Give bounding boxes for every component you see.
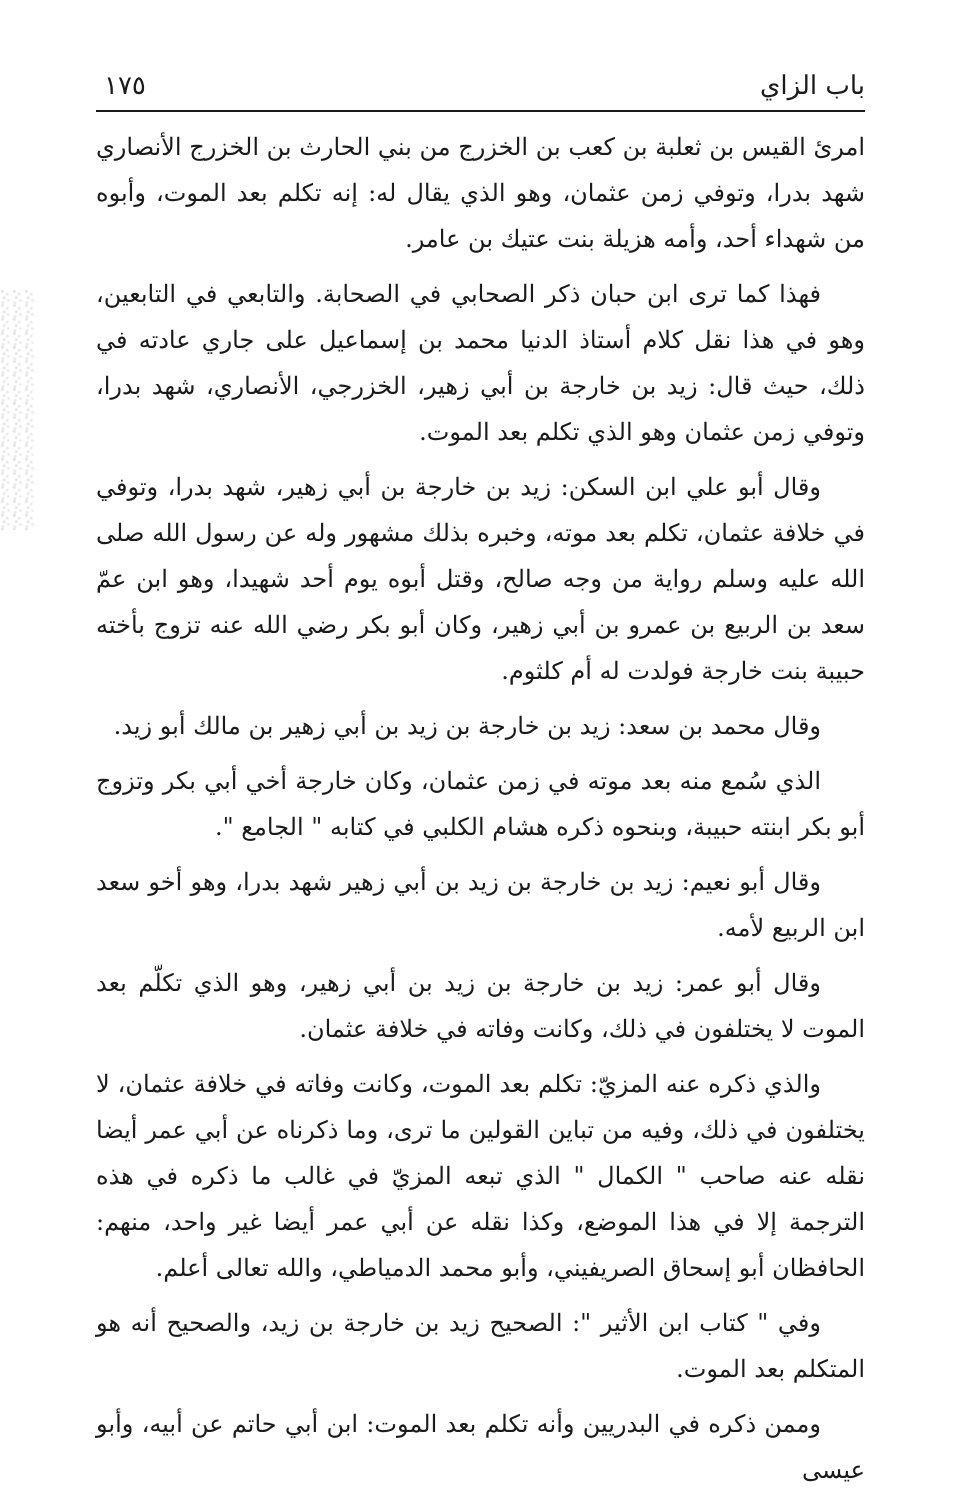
paragraph-1: امرئ القيس بن ثعلبة بن كعب بن الخزرج من بني الحارث بن الخزرج الأنصاري شهد بدرا، وتوفي زمن عثمان، وهو الذي يقال له: إنه تكلم بعد الموت، وأبوه من شهداء أحد، وأمه هزيلة بنت عتيك بن عامر. bbox=[96, 133, 865, 253]
page-header bbox=[96, 62, 865, 112]
paragraph-8: والذي ذكره عنه المزيّ: تكلم بعد الموت، وكانت وفاته في خلافة عثمان، لا يختلفون في ذلك، وفيه من تباين القولين ما ترى، وما ذكرناه عن أبي عمر أيضا نقله عنه صاحب " الكمال " الذي تبعه المزيّ في غالب ما ذكره في هذه الترجمة إلا في هذا الموضع، وكذا نقله عن أبي عمر أيضا غير واحد، منهم: الحافظان أبو إسحاق الصريفيني، وأبو محمد الدمياطي، والله تعالى أعلم. bbox=[96, 1070, 865, 1282]
paragraph-4: وقال محمد بن سعد: زيد بن خارجة بن زيد بن أبي زهير بن مالك أبو زيد. bbox=[113, 712, 821, 740]
paragraph-5: الذي سُمع منه بعد موته في زمن عثمان، وكان خارجة أخي أبي بكر وتزوج أبو بكر ابنته حبيبة، وبنحوه ذكره هشام الكلبي في كتابه " الجامع ". bbox=[96, 767, 865, 841]
paragraph-9: وفي " كتاب ابن الأثير ": الصحيح زيد بن خارجة بن زيد، والصحيح أنه هو المتكلم بعد الموت. bbox=[96, 1309, 865, 1383]
book-page bbox=[96, 62, 865, 1484]
scan-edge-noise bbox=[0, 290, 34, 530]
paragraph-6: وقال أبو نعيم: زيد بن خارجة بن زيد بن أبي زهير شهد بدرا، وهو أخو سعد ابن الربيع لأمه. bbox=[96, 868, 865, 942]
paragraph-3: وقال أبو علي ابن السكن: زيد بن خارجة بن أبي زهير، شهد بدرا، وتوفي في خلافة عثمان، تكلم بعد موته، وخبره بذلك مشهور وله عن رسول الله صلى الله عليه وسلم رواية من وجه صالح، وقتل أبوه يوم أحد شهيدا، وهو ابن عمّ سعد بن الربيع بن عمرو بن أبي زهير، وكان أبو بكر رضي الله عنه تزوج بأخته حبيبة بنت خارجة فولدت له أم كلثوم. bbox=[96, 473, 865, 685]
page-number: ١٧٥ bbox=[104, 71, 146, 101]
paragraph-7: وقال أبو عمر: زيد بن خارجة بن زيد بن أبي زهير، وهو الذي تكلّم بعد الموت لا يختلفون في ذلك، وكانت وفاته في خلافة عثمان. bbox=[96, 969, 865, 1043]
paragraph-10: وممن ذكره في البدريين وأنه تكلم بعد الموت: ابن أبي حاتم عن أبيه، وأبو عيسى bbox=[96, 1410, 865, 1484]
paragraph-2: فهذا كما ترى ابن حبان ذكر الصحابي في الصحابة. والتابعي في التابعين، وهو في هذا نقل كلام أستاذ الدنيا محمد بن إسماعيل على جاري عادته في ذلك، حيث قال: زيد بن خارجة بن أبي زهير، الخزرجي، الأنصاري، شهد بدرا، وتوفي زمن عثمان وهو الذي تكلم بعد الموت. bbox=[96, 280, 865, 446]
page-body bbox=[96, 124, 865, 1493]
chapter-title: باب الزاي bbox=[760, 71, 865, 101]
